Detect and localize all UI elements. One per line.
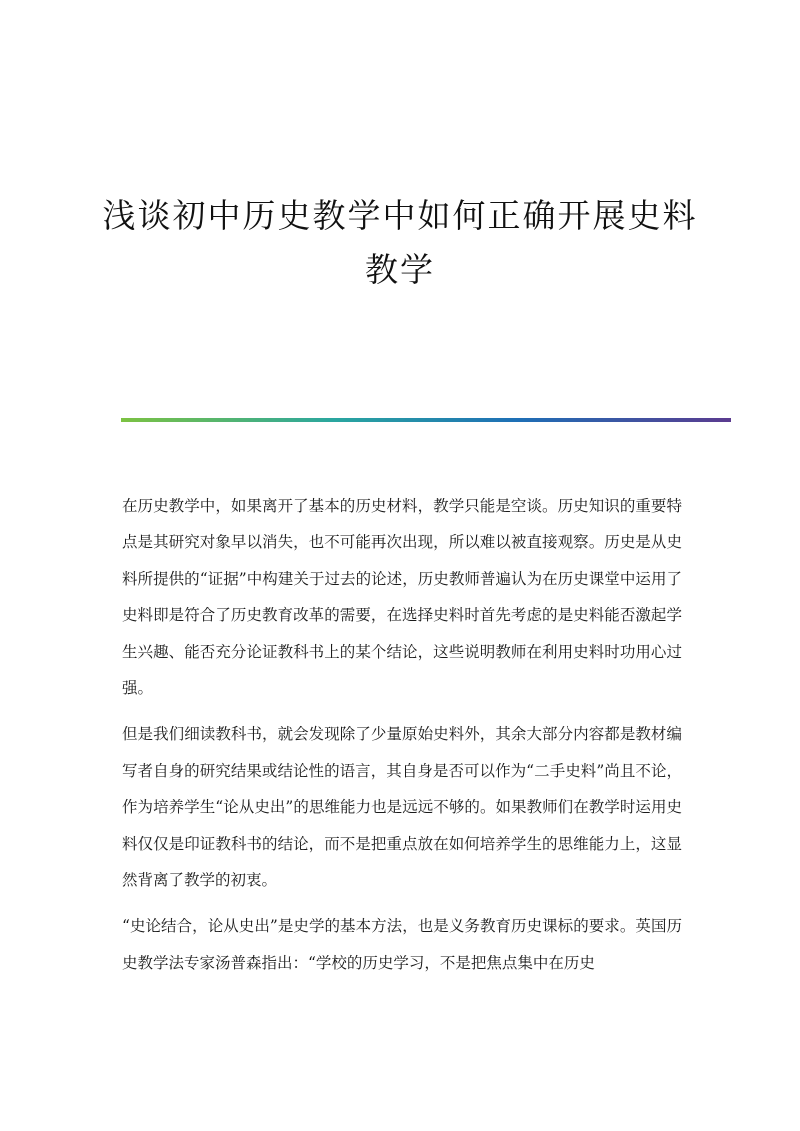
title-line-2: 教学 <box>365 250 435 289</box>
paragraph-3: “史论结合，论从史出”是史学的基本方法，也是义务教育历史课标的要求。英国历史教学法专家汤普森指出：“学校的历史学习，不是把焦点集中在历史 <box>122 917 682 972</box>
title-line-1: 浅谈初中历史教学中如何正确开展史料 <box>102 196 698 235</box>
title-divider <box>121 418 731 422</box>
paragraph-1: 在历史教学中，如果离开了基本的历史材料，教学只能是空谈。历史知识的重要特点是其研究对象早以消失，也不可能再次出现，所以难以被直接观察。历史是从史料所提供的“证据”中构建关于过去的论述，历史教师普遍认为在历史课堂中运用了史料即是符合了历史教育改革的需要，在选择史料时首先考虑的是史料能否激起学生兴趣、能否充分论证教科书上的某个结论，这些说明教师在利用史料时功用心过强。 <box>122 497 682 698</box>
paragraph-2: 但是我们细读教科书，就会发现除了少量原始史料外，其余大部分内容都是教材编写者自身的研究结果或结论性的语言，其自身是否可以作为“二手史料”尚且不论，作为培养学生“论从史出”的思维能力也是远远不够的。如果教师们在教学时运用史料仅仅是印证教科书的结论，而不是把重点放在如何培养学生的思维能力上，这显然背离了教学的初衷。 <box>122 725 682 890</box>
document-body <box>122 488 682 981</box>
